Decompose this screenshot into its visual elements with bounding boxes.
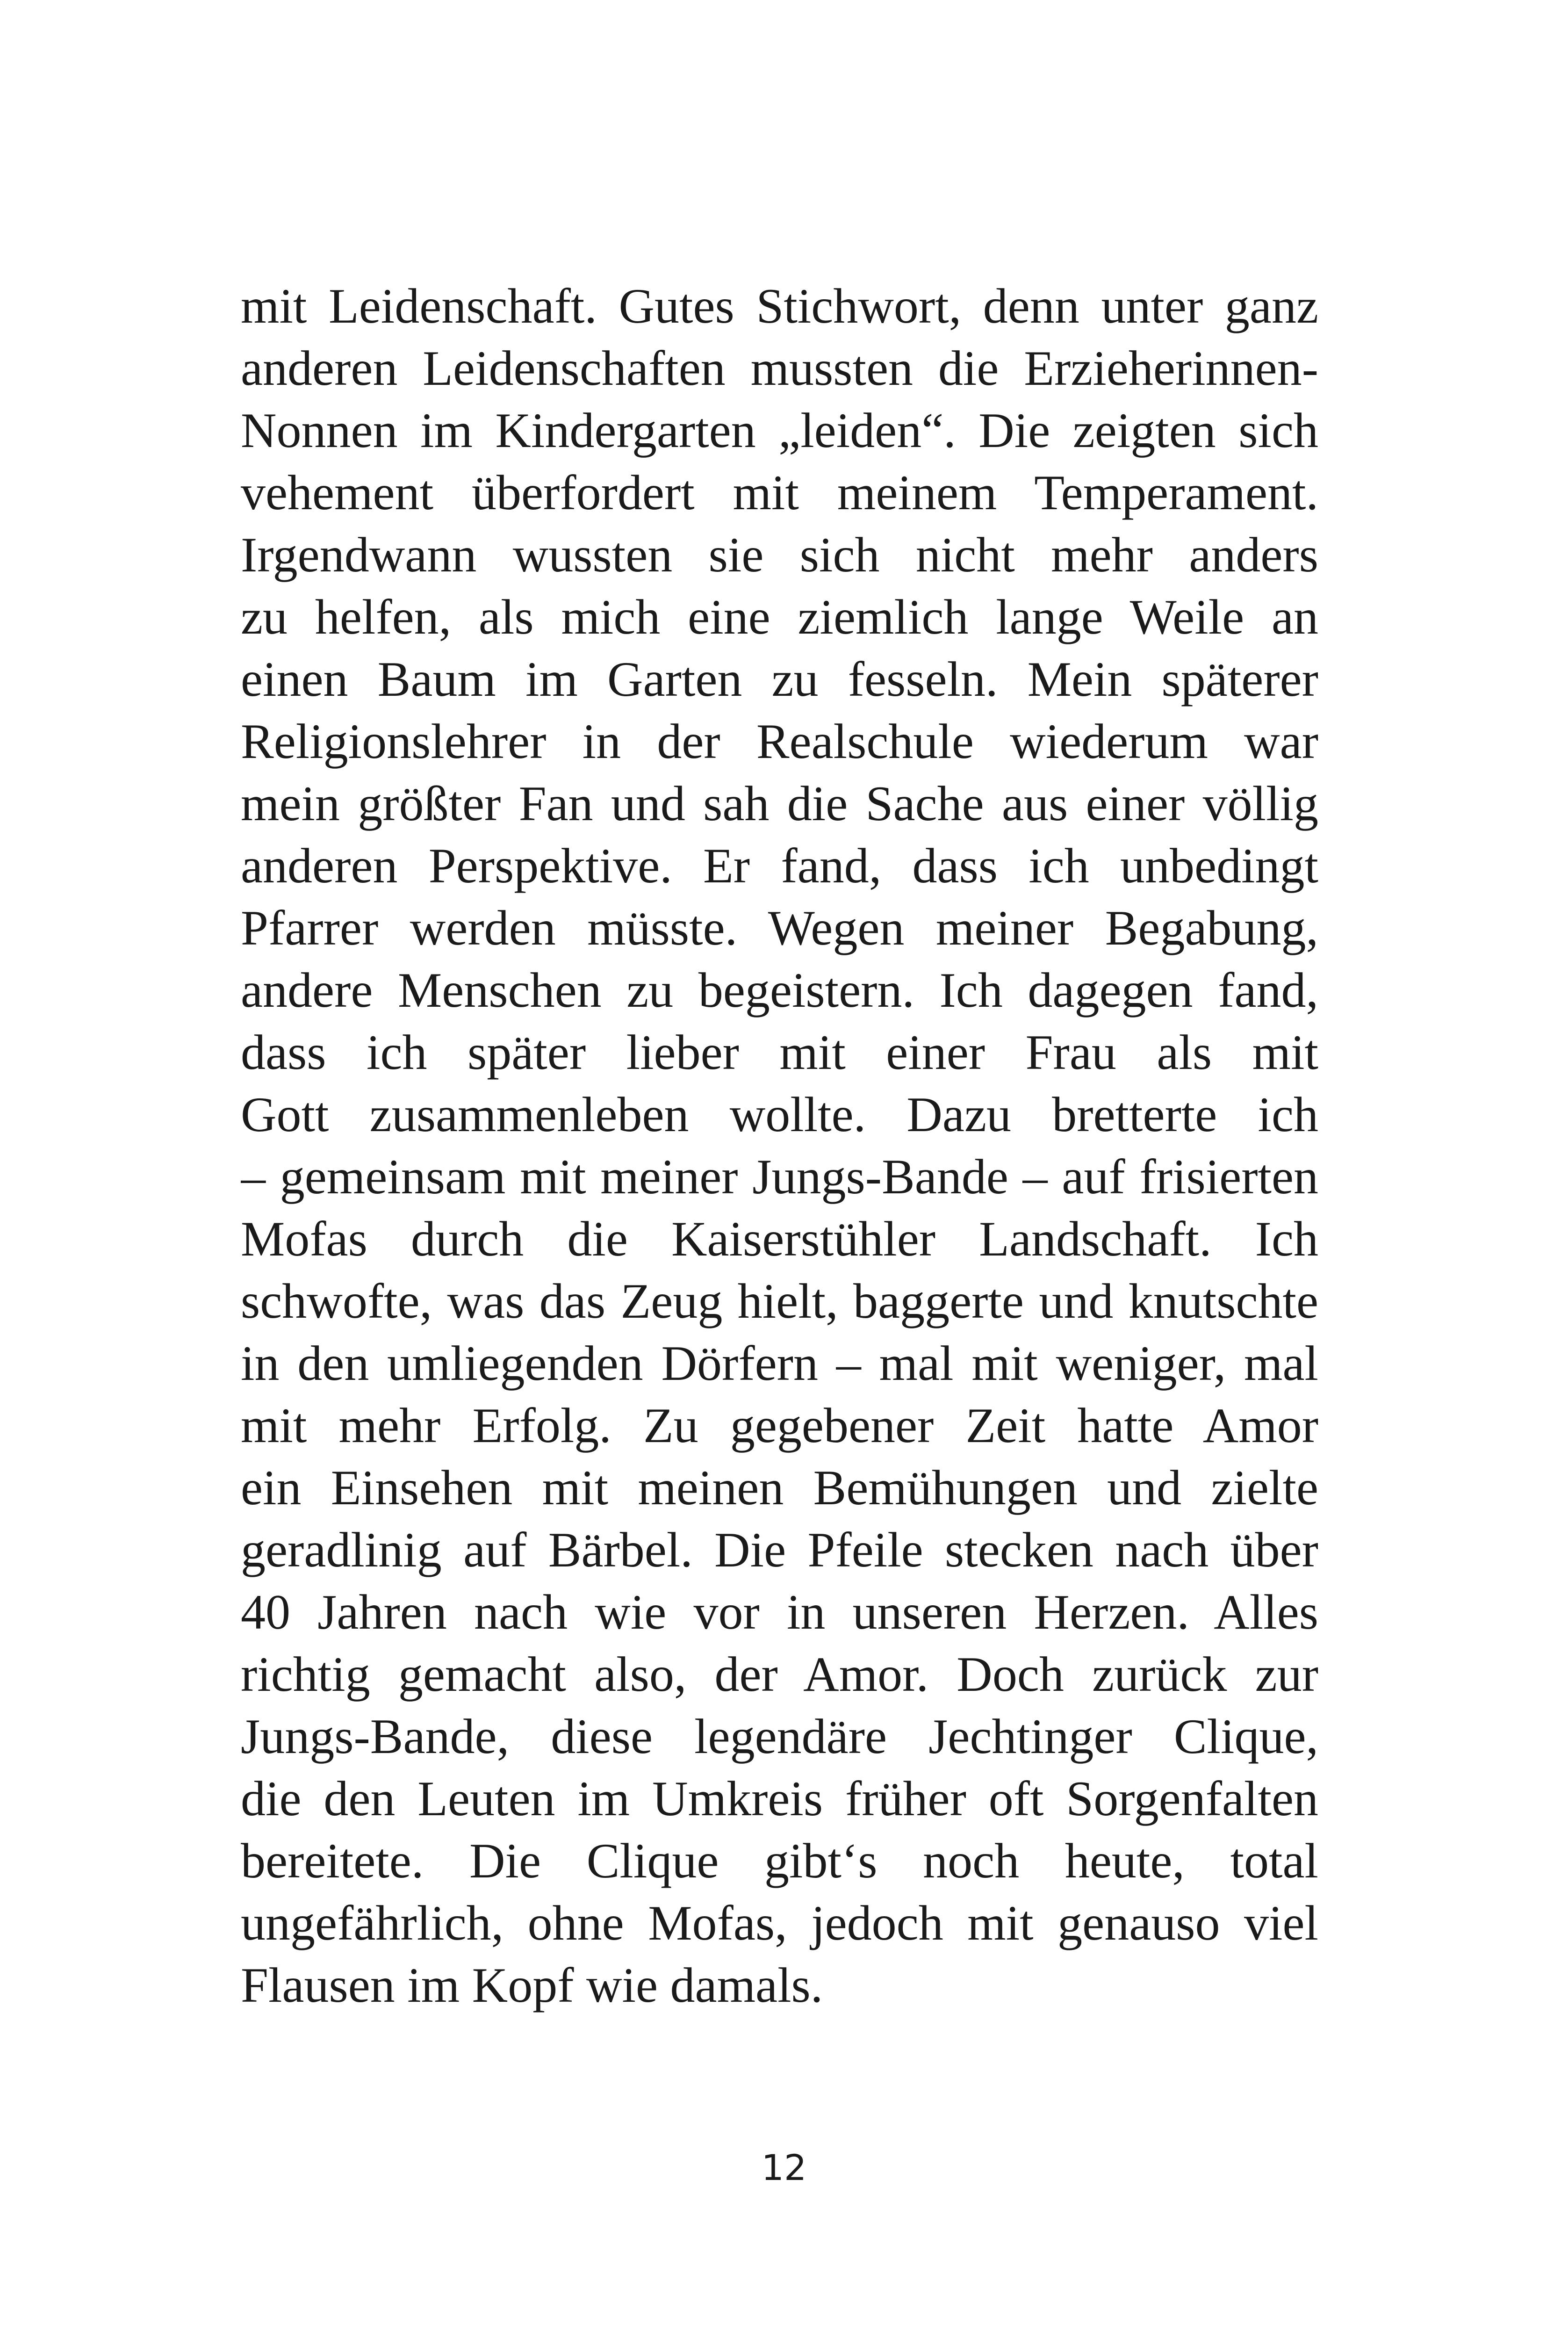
text-line-3: Nonnen im Kindergarten „leiden“. Die zeigten sich xyxy=(241,403,1318,458)
text-line-23: richtig gemacht also, der Amor. Doch zurück zur xyxy=(241,1647,1318,1702)
text-line-10: anderen Perspektive. Er fand, dass ich unbedingt xyxy=(241,838,1318,893)
text-line-24: Jungs-Bande, diese legendäre Jechtinger Clique, xyxy=(241,1709,1318,1764)
text-line-8: Religionslehrer in der Realschule wiederum war xyxy=(241,714,1318,769)
text-line-7: einen Baum im Garten zu fesseln. Mein späterer xyxy=(241,652,1318,707)
text-line-6: zu helfen, als mich eine ziemlich lange Weile an xyxy=(241,590,1318,644)
text-line-9: mein größter Fan und sah die Sache aus einer völlig xyxy=(241,776,1318,831)
body-text xyxy=(241,275,1318,2016)
text-line-17: schwofte, was das Zeug hielt, baggerte und knutschte xyxy=(241,1274,1318,1328)
text-line-13: dass ich später lieber mit einer Frau als mit xyxy=(241,1025,1318,1080)
text-line-16: Mofas durch die Kaiserstühler Landschaft. Ich xyxy=(241,1212,1318,1266)
text-line-20: ein Einsehen mit meinen Bemühungen und zielte xyxy=(241,1460,1318,1515)
text-line-22: 40 Jahren nach wie vor in unseren Herzen. Alles xyxy=(241,1585,1318,1639)
text-line-4: vehement überfordert mit meinem Temperament. xyxy=(241,465,1318,520)
text-line-26: bereitete. Die Clique gibt‘s noch heute, total xyxy=(241,1833,1318,1888)
text-line-5: Irgendwann wussten sie sich nicht mehr anders xyxy=(241,527,1318,582)
text-line-1: mit Leidenschaft. Gutes Stichwort, denn unter ganz xyxy=(241,279,1318,333)
text-line-19: mit mehr Erfolg. Zu gegebener Zeit hatte Amor xyxy=(241,1398,1318,1453)
text-line-27: ungefährlich, ohne Mofas, jedoch mit genauso viel xyxy=(241,1896,1318,1950)
page-number: 12 xyxy=(761,2147,807,2188)
text-line-21: geradlinig auf Bärbel. Die Pfeile stecken nach über xyxy=(241,1523,1318,1577)
text-line-2: anderen Leidenschaften mussten die Erzieherinnen- xyxy=(241,341,1318,396)
text-line-14: Gott zusammenleben wollte. Dazu bretterte ich xyxy=(241,1087,1318,1142)
text-line-28: Flausen im Kopf wie damals. xyxy=(241,1958,823,2013)
text-line-25: die den Leuten im Umkreis früher oft Sorgenfalten xyxy=(241,1771,1318,1826)
text-line-11: Pfarrer werden müsste. Wegen meiner Begabung, xyxy=(241,901,1318,955)
text-line-15: – gemeinsam mit meiner Jungs-Bande – auf frisierten xyxy=(241,1149,1318,1204)
text-line-12: andere Menschen zu begeistern. Ich dagegen fand, xyxy=(241,963,1318,1017)
text-line-18: in den umliegenden Dörfern – mal mit weniger, mal xyxy=(241,1336,1318,1391)
